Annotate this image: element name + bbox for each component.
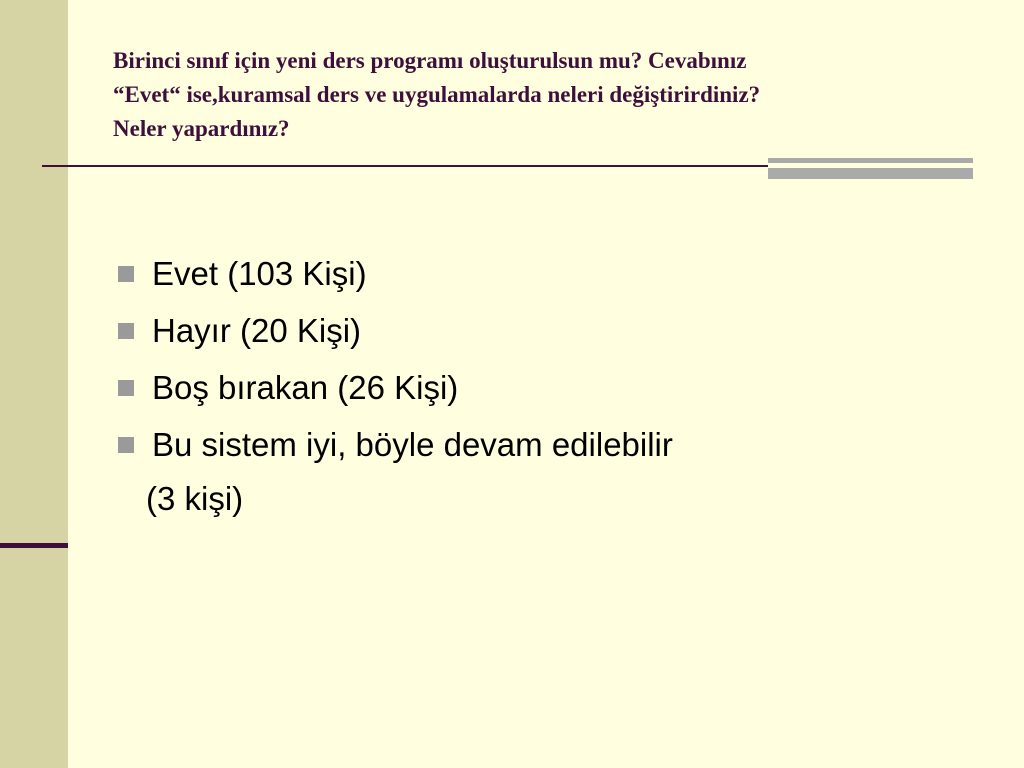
square-bullet-icon bbox=[118, 437, 134, 453]
bullet-item bbox=[116, 245, 996, 302]
bullet-continuation-text: (3 kişi) bbox=[146, 480, 244, 517]
grey-bar bbox=[768, 168, 973, 179]
slide-title: Birinci sınıf için yeni ders programı oluşturulsun mu? Cevabınız “Evet“ ise,kuramsal ders ve uygulamalarda neleri değiştirirdiniz? Neler yapardınız? bbox=[113, 48, 761, 141]
bullet-text: Evet (103 Kişi) bbox=[152, 255, 367, 292]
square-bullet-icon bbox=[118, 380, 134, 396]
bullet-list bbox=[116, 245, 996, 473]
title-divider-grey-bars bbox=[768, 158, 973, 179]
left-decorative-band bbox=[0, 0, 68, 768]
bullet-item bbox=[116, 416, 996, 473]
title-divider-line bbox=[42, 165, 768, 167]
square-bullet-icon bbox=[118, 323, 134, 339]
square-bullet-icon bbox=[118, 266, 134, 282]
bullet-text: Bu sistem iyi, böyle devam edilebilir bbox=[152, 426, 673, 463]
bullet-text: Boş bırakan (26 Kişi) bbox=[152, 369, 459, 406]
bullet-item bbox=[116, 359, 996, 416]
left-band-accent-bar bbox=[0, 543, 68, 548]
bullet-item bbox=[116, 302, 996, 359]
bullet-text: Hayır (20 Kişi) bbox=[152, 312, 362, 349]
grey-bar bbox=[768, 158, 973, 163]
